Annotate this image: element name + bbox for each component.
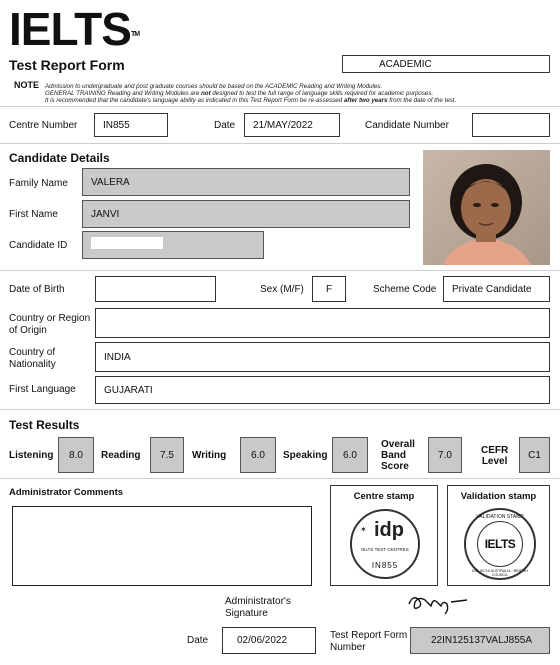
idp-logo-text: idp <box>374 519 404 541</box>
idp-stamp <box>350 509 420 579</box>
first-language-field: GUJARATI <box>95 376 550 404</box>
divider <box>0 409 560 410</box>
first-language-label: First Language <box>9 384 76 395</box>
admin-comments-field <box>12 506 312 586</box>
writing-label: Writing <box>192 450 227 461</box>
sex-label: Sex (M/F) <box>260 284 304 295</box>
candidate-photo <box>423 150 550 265</box>
scheme-code-field: Private Candidate <box>443 276 550 302</box>
speaking-label: Speaking <box>283 450 328 461</box>
centre-stamp-box <box>330 485 438 586</box>
trf-number-label: Test Report Form Number <box>330 630 408 653</box>
ielts-logo <box>9 3 140 55</box>
validation-ring-top: VALIDATION STAMP <box>476 514 524 520</box>
scheme-code-label: Scheme Code <box>373 284 437 295</box>
centre-stamp-label: Centre stamp <box>353 491 415 502</box>
issue-date-label: Date <box>187 635 209 646</box>
signature-image <box>405 588 475 618</box>
reading-label: Reading <box>101 450 141 461</box>
candidate-details-title: Candidate Details <box>9 151 110 165</box>
validation-inner-ring <box>477 521 523 567</box>
logo-text: IELTS <box>9 3 131 55</box>
divider <box>0 143 560 144</box>
candidate-id-field <box>82 231 264 259</box>
idp-ring-top: IELTS TEST CENTRES <box>361 547 409 552</box>
first-name-label: First Name <box>9 209 58 220</box>
date-label: Date <box>214 120 236 131</box>
signature-label: Administrator's Signature <box>225 596 291 619</box>
dob-label: Date of Birth <box>9 284 65 295</box>
cefr-level-score: C1 <box>519 437 550 473</box>
nationality-field: INDIA <box>95 342 550 372</box>
cefr-level-label: CEFR Level <box>481 445 509 467</box>
validation-stamp <box>464 508 536 580</box>
note-line-1: Admission to undergraduate and post graduate courses should be based on the ACADEMIC Reading and Writing Modules. <box>45 83 383 90</box>
idp-logo-icon: ✶ <box>360 525 367 534</box>
issue-date-field: 02/06/2022 <box>222 627 316 654</box>
first-name-field: JANVI <box>82 200 410 228</box>
listening-label: Listening <box>9 450 54 461</box>
candidate-id-label: Candidate ID <box>9 240 68 251</box>
listening-score: 8.0 <box>58 437 94 473</box>
note-label: NOTE <box>14 80 40 90</box>
centre-number-field: IN855 <box>94 113 168 137</box>
overall-score: 7.0 <box>428 437 462 473</box>
speaking-score: 6.0 <box>332 437 368 473</box>
validation-ring-bottom: IDP: IELTS AUSTRALIA · BRITISH COUNCIL <box>472 569 528 577</box>
idp-ring-bottom: IN855 <box>371 561 399 570</box>
validation-center-text: IELTS <box>484 537 516 551</box>
family-name-field: VALERA <box>82 168 410 196</box>
trf-number-field: 22IN125137VALJ855A <box>410 627 550 654</box>
family-name-label: Family Name <box>9 178 68 189</box>
origin-label: Country or Region of Origin <box>9 313 91 336</box>
module-field: ACADEMIC <box>342 55 550 73</box>
note-line-3: It is recommended that the candidate's language ability as indicated in this Test Report Form be re-assessed after two years from the date of the test. <box>45 97 457 104</box>
nationality-label: Country of Nationality <box>9 347 56 370</box>
sex-field: F <box>312 276 346 302</box>
photo-illustration <box>423 150 550 265</box>
redaction-bar <box>91 237 163 249</box>
origin-field <box>95 308 550 338</box>
form-title: Test Report Form <box>9 57 125 73</box>
centre-number-label: Centre Number <box>9 120 78 131</box>
test-results-title: Test Results <box>9 418 80 432</box>
divider <box>0 106 560 107</box>
dob-field <box>95 276 216 302</box>
divider <box>0 270 560 271</box>
test-date-field: 21/MAY/2022 <box>244 113 340 137</box>
candidate-number-field <box>472 113 550 137</box>
reading-score: 7.5 <box>150 437 184 473</box>
divider <box>0 478 560 479</box>
validation-stamp-label: Validation stamp <box>460 491 537 502</box>
writing-score: 6.0 <box>240 437 276 473</box>
logo-tm: TM <box>130 31 140 38</box>
validation-stamp-box <box>447 485 550 586</box>
overall-band-label: Overall Band Score <box>381 439 415 472</box>
admin-comments-label: Administrator Comments <box>9 487 124 498</box>
note-line-2: GENERAL TRAINING Reading and Writing Modules are not designed to test the full range of language skills required for academic purposes. <box>45 90 434 97</box>
candidate-number-label: Candidate Number <box>365 120 449 131</box>
